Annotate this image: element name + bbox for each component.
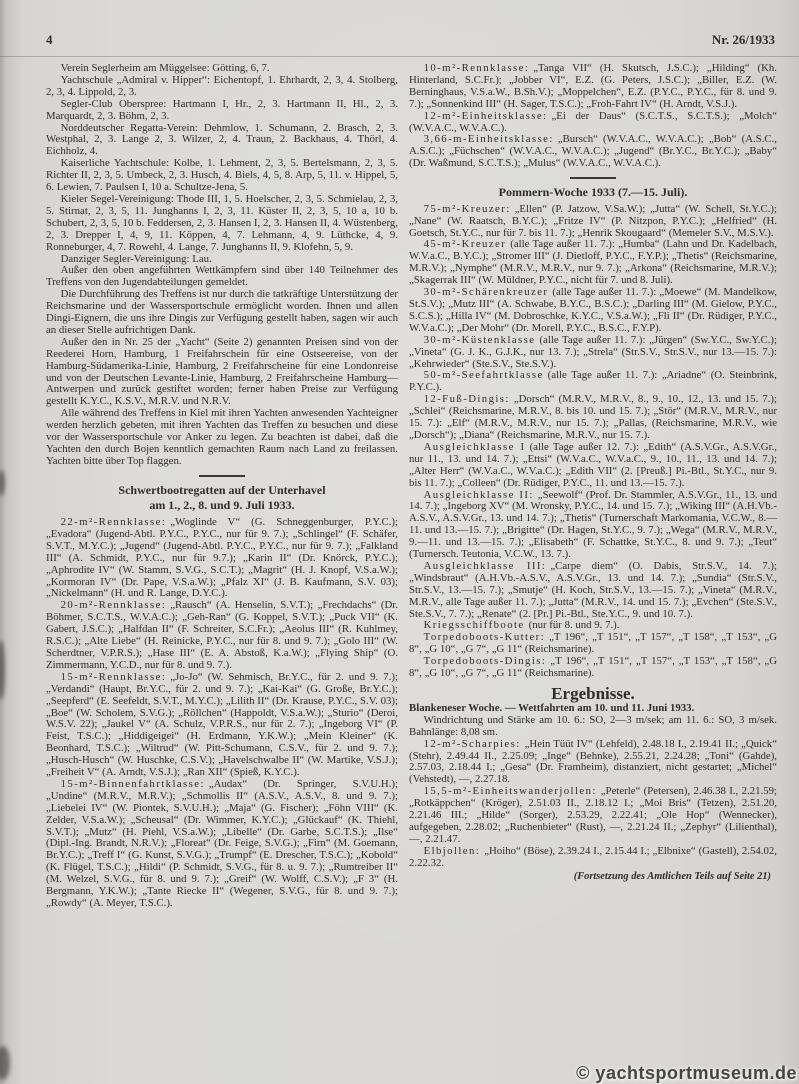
class-entry-paragraph — [409, 632, 777, 656]
club-results-paragraph: Yachtschule „Admiral v. Hipper“: Eichentopf, 1. Ehrhardt, 2, 3, 4. Stolberg, 2, 3, 4. Lippold, 2, 3. — [46, 73, 398, 98]
class-entry-paragraph — [409, 370, 777, 394]
result-times-text: „Hein Tüüt IV“ (Lehfeld), 2.48.18 I., 2.19.41 II.; „Quick“ (Stehr), 2.49.44 II., 2.25.09; „Inge“ (Behnke), 2.55.21, 2.24.28; „Toni“ (Gahde), 2.57.03, 2.18.44 I.; „Gesa“ (Dr. Framheim), distanziert, nicht gestartet; „Michel“ (Vehstedt), —, 2.27.18. — [409, 737, 777, 786]
class-entries-text: „Jo-Jo“ (W. Sehmisch, Br.Y.C., für 2. und 9. 7.); „Verdandi“ (Haupt, Br.Y.C., für 2. und 9. 7.); „Kai-Kai“ (G. Große, Br.Y.C.); „Seepferd“ (E. Seefeldt, S.V.T., M.Y.C.); „Lilith II“ (Dr. Krause, P.Y.C., S.V. 03); „Boe“ (W. Scholem, S.V.G.); „Röllchen“ (Happoldt, V.S.a.W.); „Sturio“ (Deroi, W.S.V. 22); „Jaukel V“ (A. Schulz, V.P.R.S., nur für 2. 7.); „Ingeborg VI“ (P. Feist, T.S.C.); „Hiddigeigei“ (H. Erdmann, Y.K.W.); „Mein Kleiner“ (K. Beonhard, T.S.C.); „Wiltrud“ (W. Pitt-Schumann, C.S.V., für 2. und 9. 7.); „Husch-Husch“ (W. Huschke, C.S.V.); „Havelschwalbe II“ (W. Martike, V.S.J.); „Freiheit V“ (A. Arndt, V.S.J.); „Ran XII“ (Spieß, K.Y.C.). — [46, 670, 398, 779]
class-entries-text: „Ei der Daus“ (S.C.T.S., S.C.T.S.); „Molch“ (W.V.A.C., W.V.A.C.). — [409, 109, 777, 134]
class-entry-paragraph — [409, 442, 777, 490]
club-results-paragraph: Segler-Club Oberspree: Hartmann I, Hr., 2, 3. Hartmann II, Hl., 2, 3. Marquardt, 2, 3. Böhm, 2, 3. — [46, 97, 398, 122]
class-name-spaced: Ausgleichklasse III: — [423, 559, 547, 572]
class-entry-paragraph — [46, 600, 398, 671]
class-name-spaced: 75-m²-Kreuzer: — [423, 202, 511, 215]
result-paragraph — [409, 846, 777, 870]
class-entries-text: „Ellen“ (P. Jatzow, V.Sa.W.); „Jutta“ (W. Schell, St.Y.C.); „Nane“ (W. Raatsch, B.Y.C.); „Fritze IV“ (P. Nitzpon, P.Y.C.); „Helfried“ (H. Goetsch, St.Y.C., nur für 7. bis 11. 7.); „Henrik Skougaard“ (Memeler S.V., M.S.V.). — [409, 202, 777, 239]
class-entries-text: (alle Tage außer 11. 7.): „Moewe“ (M. Mandelkow, St.S.V.); „Mutz III“ (A. Schwabe, B.Y.C., B.S.C.); „Darling III“ (M. Gielow, P.Y.C., S.C.S.); „Hilla IV“ (M. Dobroschke, K.Y.C., V.S.a.W.); „Fli II“ (Dr. Rüdiger, P.Y.C., W.V.a.C.); „Der Mohr“ (Dr. Morell, P.Y.C., B.S.C., F.Y.P). — [409, 286, 777, 334]
class-entry-paragraph — [409, 335, 777, 371]
class-entry-paragraph — [46, 672, 398, 779]
class-entries-text: „Seewolf“ (Prof. Dr. Stammler, A.S.V.Gr., 11., 13. und 14. 7.); „Ingeborg XV“ (M. Wronsky, P.Y.C., 14. und 15. 7.); „Wiking III“ (A.H.Vb.-A.S.V., A.S.V.Gr., 13. und 14. 7.); „Thetis“ (Turnerschaft Markomania, V.C.W., 8.—11. und 13.—15. 7.); „Brigitte“ (Dr. Hagen, St.Y.C., 9. 7.); „Wega“ (M.R.V., M.R.V., 9.—11. und 13.—15. 7.); „Elisabeth“ (F. Schattke, St.Y.C., 8. und 9. 7.); „Teut“ (Turnersch. Teutonia, V.C.W., 13. 7.). — [409, 488, 777, 561]
scan-artifact — [0, 470, 5, 496]
issue-number: Nr. 26/1933 — [711, 32, 775, 47]
club-results-paragraph: Außer den in Nr. 25 der „Yacht“ (Seite 2) genannten Preisen sind von der Reederei Horn, Hamburg, 1 Freifahrschein für eine Ostseereise, von der Hamburg-Südamerika-Linie, Hamburg, 2 Freifahrscheine für eine Londonreise und von der Deutschen Levante-Linie, Hamburg, 2 Freifahrscheine Hamburg—Antwerpen und zurück gestiftet worden; ferner haben Preise zur Verfügung gestellt K.Y.C., K.S.V., M.R.V. und N.R.V. — [46, 335, 398, 408]
club-results-paragraph: Norddeutscher Regatta-Verein: Dehmlow, 1. Schumann, 2. Brasch, 2, 3. Westphal, 2, 3. Lange 2, 3. Wilzer, 2, 4. Traun, 2. Backhaus, 4. Thörl, 4. Eichholz, 4. — [46, 121, 398, 158]
class-name-spaced: 12-m²-Einheitsklasse: — [423, 109, 548, 122]
wind-note: Windrichtung und Stärke am 10. 6.: SO, 2—3 m/sek; am 11. 6.: SO, 3 m/sek. Bahnlänge: 8,08 sm. — [409, 713, 777, 738]
class-entries-text: (alle Tage außer 11. 7.): „Jürgen“ (Sw.Y.C., Sw.Y.C.); „Vineta“ (G. J. K., G.J.K., nur 13. 7.); „Strela“ (Str.S.V., Str.S.V., nur 13.—15. 7.): „Kehrwieder“ (Ste.S.V., Ste.S.V.). — [409, 333, 777, 370]
class-entry-paragraph — [46, 517, 398, 600]
class-name-spaced: Torpedoboots-Dingis: — [423, 655, 547, 668]
class-entries-text: „Bursch“ (W.V.A.C., W.V.A.C.); „Bob“ (A.S.C., A.S.C.); „Füchschen“ (W.V.A.C., W.V.A.C.); „Jugend“ (Br.Y.C., Br.Y.C.); „Baby“ (Dr. Waßmund, S.C.T.S.); „Mulus“ (W.V.A.C., W.V.A.C.). — [409, 133, 777, 170]
class-name-spaced: 15-m²-Binnenfahrtklasse: — [60, 777, 205, 790]
page-number: 4 — [46, 32, 53, 47]
club-results-paragraph: Danziger Segler-Vereinigung: Lau. — [60, 252, 212, 265]
class-name-spaced: 22-m²-Rennklasse: — [60, 516, 167, 528]
class-entry-paragraph — [409, 394, 777, 442]
rennklasse-paragraphs — [409, 63, 777, 170]
class-entries-text: „Tanga VII“ (H. Skutsch, J.S.C.); „Hilding“ (Kh. Hinterland, S.C.Fr.); „Jobber VI“, E.Z. (G. Peters, J.S.C.); „Biller, E.Z. (W. Berninghaus, V.S.a.W., B.Sh.V.); „Moppelchen“, E.Z. (P.Y.C., P.Y.C., für 8. und 9. 7.); „Sonnenkind III“ (H. Sager, T.S.C.); „Froh-Fahrt IV“ (H. Arndt, V.S.J.). — [409, 63, 777, 110]
right-column — [409, 63, 777, 1084]
class-entries-text: „Rausch“ (A. Henselin, S.V.T.); „Frechdachs“ (Dr. Böhmer, S.C.T.S., W.V.A.C.); „Geh-Ran“ (G. Koppel, S.V.T.); „Puck VII“ (K. Gabert, J.S.C.); „Halfdan II“ (F. Schreiter, S.C.Fr.); „Aeolus III“ (R. Kuhlmey, R.S.C.); „Alte Liebe“ (H. Reinicke, P.Y.C., nur für 8. und 9. 7.); „Golo III“ (W. Scherdtner, V.P.R.S.); „Hase III“ (E. A. Abstoß, K.a.W.); „Flying Ship“ (O. Zimmermann, Y.C.D., nur für 8. und 9. 7.). — [46, 599, 398, 671]
class-entries-text: (alle Tage außer 11. 7.): „Ariadne“ (O. Steinbrink, P.Y.C.). — [409, 369, 777, 394]
schwertboot-paragraphs — [46, 517, 398, 910]
club-results-paragraph: Kaiserliche Yachtschule: Kolbe, 1. Lehment, 2, 3, 5. Bertelsmann, 2, 3, 5. Richter II, 2, 3, 5. Umbeck, 2, 3. Husch, 4. Biels, 4, 5, 8. Arp, 5, 11. v. Hippel, 5, 6. Lewien, 7. Paulsen I, 10 a. Schultze-Jena, 5. — [46, 157, 398, 194]
club-results-paragraph: Verein Seglerheim am Müggelsee: Götting, 6, 7. — [60, 63, 270, 74]
class-name-spaced: Ausgleichklasse I — [423, 440, 526, 453]
class-name-spaced: 50-m²-Seefahrtklasse — [423, 369, 544, 382]
result-times-text: „Peterle“ (Petersen), 2.46.38 I., 2.21.59; „Rotkäppchen“ (Kröger), 2.51.03 II., 2.18.12 I.; „Moi Bris“ (Tetzen), 2.51.20, 2.21.46 III.; „Hilde“ (Sorger), 2.53.29, 2.22.41; „Ole Hop“ (Wennecker), aufgegeben, 2.28.02; „Ruchenbieter“ (Rust), —, 2.21.24 II.; „Zephyr“ (Lilienthal), —, 2.21.47. — [409, 785, 777, 845]
blankenese-title: Blankeneser Woche. — Wettfahrten am 10. und 11. Juni 1933. — [409, 701, 695, 714]
class-entry-paragraph — [409, 561, 777, 621]
class-name-spaced: 45-m²-Kreuzer — [423, 238, 507, 251]
class-entries-text: „Dorsch“ (M.R.V., M.R.V., 8., 9., 10., 12., 13. und 15. 7.); „Schlei“ (Reichsmarine, M.R.V., 8. bis 10. und 15. 7.); „Stör“ (M.R.V., M.R.V., nur 15. 7.): „Elf“ (M.R.V., M.R.V., nur 15. 7.); „Pallas, (Reichsmarine, M.R.V., wie „Dorsch“); „Diana“ (Reichsmarine, M.R.V., nur 15. 7.). — [409, 393, 777, 441]
class-name-spaced: 30-m²-Küstenklasse — [423, 333, 536, 346]
class-entries-text: (alle Tage außer 11. 7.): „Humba“ (Lahn und Dr. Kadelbach, W.V.a.C., B.Y.C.); „Stromer III“ (J. Dietloff, P.Y.C., F.Y.P.); „Thetis“ (Reichsmarine, M.R.V.); „Nymphe“ (M.R.V., M.R.V., nur 9. 7.); „Arkona“ (Reichsmarine, M.R.V.); „Skagerrak III“ (W. Müldner, P.Y.C., nicht für 7. und 8. Juli). — [409, 238, 777, 287]
class-entries-text: „T 196“, „T 151“, „T 157“, „T 158“, „T 153“, „G 8“, „G 10“, „G 7“, „G 11“ (Reichsmarine). — [409, 631, 777, 656]
class-name-spaced: Kriegsschiffboote — [423, 619, 525, 632]
class-entries-text: (alle Tage außer 12. 7.): „Edith“ (A.S.V.Gr., A.S.V.Gr., nur 11., 13. und 14. 7.); „Ettsi“ (W.V.a.C., W.V.a.C., 9., 10., 11., 13. und 14. 7.); „Alter Herr“ (W.V.a.C., W.V.a.C.); „Edith VII“ (2. [Preuß.] Pi.-Btl., St.Y.C., nur 9. bis 11. 7.); „Colleen“ (Dr. Rüdiger, P.Y.C., 11. und 13.—15. 7.). — [409, 440, 777, 489]
header-rule — [0, 56, 799, 57]
page-header — [46, 32, 775, 48]
class-name-spaced: Torpedoboots-Kutter: — [423, 631, 546, 644]
pommern-paragraphs — [409, 204, 777, 680]
section-divider — [199, 475, 245, 477]
class-entry-paragraph — [409, 287, 777, 335]
class-entries-text: „T 196“, „T 151“, „T 157“, „T 153“, „T 158“, „G 8“, „G 10“, „G 7“, „G 11“ (Reichsmarine). — [409, 655, 777, 680]
class-entries-text: „Audax“ (Dr. Springer, S.V.U.H.); „Undine“ (M.R.V., M.R.V.); „Schmollis II“ (A.S.V., A.S.V., 8. und 9. 7.); „Liebelei IV“ (W. Piontek, S.V.U.H.); „Maja“ (G. Fischer); „Föhn VIII“ (K. Zelder, V.S.a.W.); „Scheusal“ (Dr. Wimmer, K.Y.C.); „Glückauf“ (K. Thiehl, S.V.T.); „Mutz“ (H. Piehl, V.S.a.W.); „Libelle“ (Dr. Garbe, S.C.T.S.); „Ilse“ (Dipl.-Ing. Brandt, N.R.V.); „Floreat“ (Dr. Feige, S.V.G.); „Firn“ (M. Goemann, Br.Y.C.); „Treff I“ (G. Kunst, S.V.G.); „Trumpf“ (E. Drescher, T.S.C.); „Kobold“ (K. Flügel, T.S.C.); „Hildi“ (P. Schmidt, S.V.G., für 8. u. 9. 7.); „Rumtreiber II“ (M. Welzel, S.V.G., für 8. und 9. 7.); „Greif“ (W. Wolff, C.S.V.); „F 3“ (H. Bergmann, Y.K.W.); „Tante Riecke II“ (Wegener, S.V.G., für 8. und 9. 7.); „Rowdy“ (A. Meyer, T.S.C.). — [46, 777, 398, 909]
club-results-paragraph: Kieler Segel-Vereinigung: Thode III, 1, 5. Hoelscher, 2, 3, 5. Schmielau, 2, 3, 5. Stirnat, 2, 3, 5, 11. Junghanns I, 2, 3, 11. Küster II, 2, 3, 5, 10 a, 10 b. Schubert, 2, 3, 5, 10 b. Feddersen, 2, 3. Hansen I, 2, 3. Hansen II, 4. Wüstenberg, 2, 3. Drepper I, 4, 9, 11. Köppen, 4, 7. Lehmann, 4, 9. Lüthcke, 4, 9. Ronneburger, 4, 7. Rowehl, 4. Lange, 7. Junghanns II, 9. Klofehn, 5, 9. — [46, 192, 398, 253]
class-entry-paragraph — [409, 134, 777, 170]
intro-paragraphs — [46, 63, 398, 468]
section-divider — [570, 177, 616, 179]
pommern-heading: Pommern-Woche 1933 (7.—15. Juli). — [498, 185, 688, 200]
left-column — [46, 63, 398, 1084]
class-entry-paragraph — [409, 63, 777, 111]
schwertboot-heading — [46, 483, 398, 514]
ergebnisse-heading: Ergebnisse. — [551, 684, 635, 703]
club-results-paragraph: Alle während des Treffens in Kiel mit ihren Yachten anwesenden Yachteigner werden herzlich gebeten, mit ihren Yachten das Treffen zu besuchen und diese vor der Wassersportschule vor Anker zu legen. Zu beachten ist dabei, daß die Yachten den durch Bojen kenntlich gemachten Raum nach Land zu freilassen. Yachten bitte über Top flaggen. — [46, 407, 398, 467]
class-entry-paragraph — [409, 111, 777, 135]
class-entry-paragraph — [409, 490, 777, 561]
class-entries-text: (nur für 8. und 9. 7.). — [528, 619, 620, 632]
scan-artifact — [0, 1046, 10, 1080]
class-name-spaced: 15,5-m²-Einheitswanderjollen: — [423, 785, 597, 798]
class-entries-text: „Carpe diem“ (O. Dabis, Str.S.V., 14. 7.); „Windsbraut“ (A.H.Vb.-A.S.V., A.S.V.Gr., 13. und 14. 7.); „Sundia“ (Str.S.V., Str.S.V., 13.—15. 7.); „Smutje“ (H. Koch, Str.S.V., 13.—15. 7.); „Vineta“ (M.R.V., M.R.V., alle Tage außer 11. 7.); „Jutta“ (M.R.V., 14. und 15. 7.); „Evchen“ (Ste.S.V., Ste.S.V., 7. 7.); „Renate“ (2. [Pr.] Pi.-Btl., Ste.Y.C., 9. und 10. 7.). — [409, 559, 777, 620]
class-name-spaced: 12-Fuß-Dingis: — [423, 393, 510, 406]
class-name-spaced: 10-m²-Rennklasse: — [423, 63, 530, 74]
class-name-spaced: 3,66-m-Einheitsklasse: — [423, 133, 554, 146]
result-paragraph — [409, 786, 777, 846]
class-name-spaced: Elbjollen: — [423, 844, 481, 857]
club-results-paragraph: Die Durchführung des Treffens ist nur durch die tatkräftige Unterstützung der Reichsmarine und der Wassersportschule ermöglicht worden. Ihnen und allen Dingi-Eignern, die uns ihre Dingis zur Verfügung gestellt haben, sagen wir auch an dieser Stelle aufrichtigen Dank. — [46, 288, 398, 336]
class-entries-text: „Woglinde V“ (G. Schneggenburger, P.Y.C.); „Evadora“ (Jugend-Abtl. P.Y.C., P.Y.C., nur für 9. 7.); „Schlingel“ (F. Schäfer, S.V.T., M.Y.C.); „Jugend“ (Jugend-Abtl. P.Y.C., P.Y.C., nur für 9. 7.); „Falkland III“ (A. Schmidt, P.Y.C., nur für 9.7.); „Karin II“ (Dr. Knörck, P.Y.C.); „Aphrodite IV“ (W. Stamm, S.V.G., S.C.T.); „Magrit“ (H. J. Knopf, V.S.a.W.); „Kormoran IV“ (Dr. Pape, V.S.a.W.); „Pfalz XI“ (J. B. Kaufmann, S.V. 03); „Nickelmann“ (H. und R. Lange, D.Y.C.). — [46, 516, 398, 600]
class-entry-paragraph — [409, 239, 777, 287]
continuation-note: (Fortsetzung des Amtlichen Teils auf Seite 21) — [573, 870, 771, 882]
watermark: © yachtsportmuseum.de — [576, 1063, 797, 1083]
schwertboot-heading-line1: Schwertbootregatten auf der Unterhavel — [118, 482, 326, 497]
class-name-spaced: 15-m²-Rennklasse: — [60, 670, 167, 683]
result-paragraph — [409, 739, 777, 787]
class-entry-paragraph — [46, 779, 398, 910]
club-results-paragraph: Außer den oben angeführten Wettkämpfern sind über 140 Teilnehmer des Treffens von den Jugendabteilungen gemeldet. — [46, 264, 398, 289]
class-name-spaced: 12-m²-Scharpies: — [423, 737, 521, 750]
ergebnisse-paragraphs — [409, 739, 777, 870]
class-entry-paragraph — [409, 204, 777, 240]
scan-artifact — [0, 640, 5, 700]
class-name-spaced: Ausgleichklasse II: — [423, 488, 534, 501]
class-name-spaced: 20-m²-Rennklasse: — [60, 599, 167, 612]
text-columns — [46, 63, 777, 1084]
result-times-text: „Hoiho“ (Böse), 2.39.24 I., 2.15.44 I.; „Elbnixe“ (Gastell), 2.54.02, 2.22.32. — [409, 844, 777, 869]
class-name-spaced: 30-m²-Schärenkreuzer — [423, 286, 549, 299]
class-entry-paragraph — [409, 656, 777, 680]
schwertboot-heading-line2: am 1., 2., 8. und 9. Juli 1933. — [149, 498, 295, 513]
